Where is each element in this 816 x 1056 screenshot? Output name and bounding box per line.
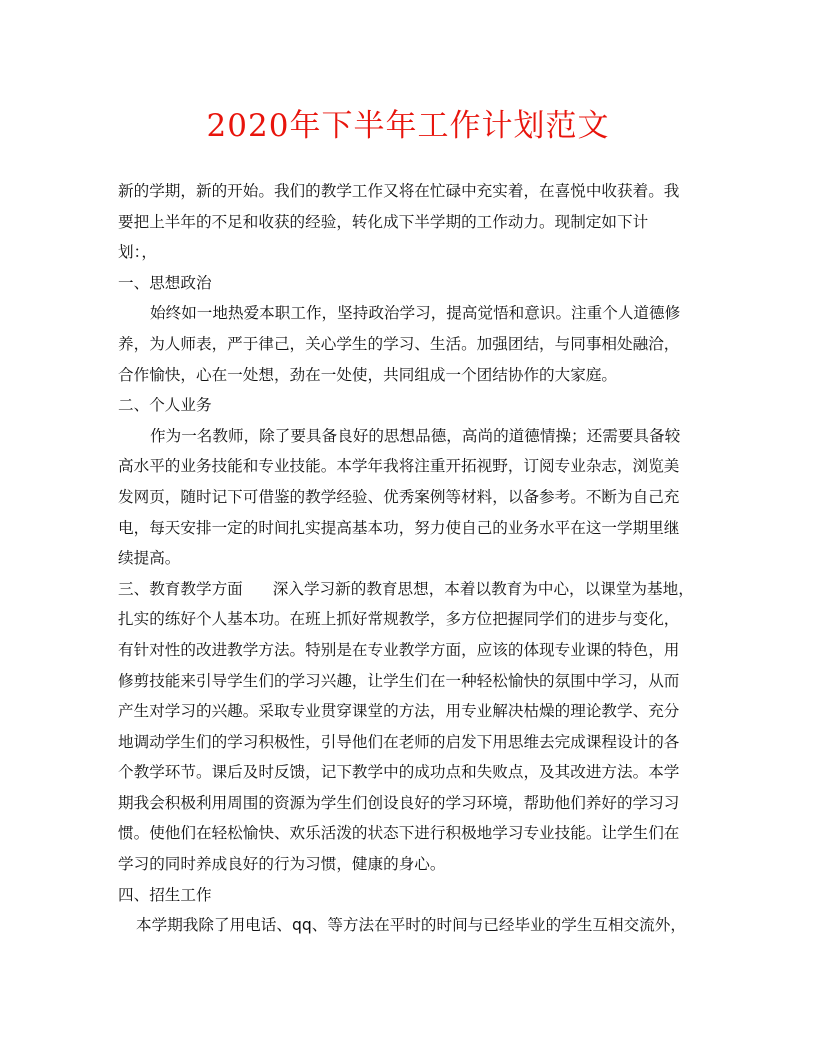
paragraph-line: 修剪技能来引导学生们的学习兴趣，让学生们在一种轻松愉快的氛围中学习，从而 <box>118 671 680 690</box>
paragraph-line: 有针对性的改进教学方法。特别是在专业教学方面，应该的体现专业课的特色，用 <box>118 640 680 659</box>
paragraph-line: 作为一名教师，除了要具备良好的思想品德，高尚的道德情操；还需要具备较 <box>150 426 681 445</box>
section-heading: 二、个人业务 <box>118 396 212 415</box>
paragraph-line: 始终如一地热爱本职工作，坚持政治学习，提高觉悟和意识。注重个人道德修 <box>150 304 681 323</box>
paragraph-line: 本学期我除了用电话、qq、等方法在平时的时间与已经毕业的学生互相交流外， <box>136 916 686 935</box>
paragraph-line: 个教学环节。课后及时反馈，记下教学中的成功点和失败点，及其改进方法。本学 <box>118 763 680 782</box>
section-heading: 三、教育教学方面 <box>118 579 243 598</box>
paragraph-line: 扎实的练好个人基本功。在班上抓好常规教学，多方位把握同学们的进步与变化， <box>118 610 680 629</box>
paragraph-line: 高水平的业务技能和专业技能。本学年我将注重开拓视野，订阅专业杂志，浏览美 <box>118 457 680 476</box>
paragraph-line: 学习的同时养成良好的行为习惯，健康的身心。 <box>118 855 446 874</box>
document-body <box>118 176 698 941</box>
intro-line: 新的学期，新的开始。我们的教学工作又将在忙碌中充实着，在喜悦中收获着。我 <box>118 182 680 200</box>
paragraph-line: 电，每天安排一定的时间扎实提高基本功，努力使自己的业务水平在这一学期里继 <box>118 518 680 537</box>
paragraph-line: 地调动学生们的学习积极性，引导他们在老师的启发下用思维去完成课程设计的各 <box>118 732 680 751</box>
paragraph-line: 续提高。 <box>118 549 181 568</box>
paragraph-line: 产生对学习的兴趣。采取专业贯穿课堂的方法，用专业解决枯燥的理论教学、充分 <box>118 702 680 721</box>
section-heading-with-text <box>118 574 698 605</box>
document-title: 2020年下半年工作计划范文 <box>206 108 610 144</box>
paragraph-line: 惯。使他们在轻松愉快、欢乐活泼的状态下进行积极地学习专业技能。让学生们在 <box>118 824 680 843</box>
paragraph-line: 发网页，随时记下可借鉴的教学经验、优秀案例等材料，以备参考。不断为自己充 <box>118 487 680 506</box>
paragraph-line: 期我会积极利用周围的资源为学生们创设良好的学习环境，帮助他们养好的学习习 <box>118 793 680 812</box>
section-heading: 一、思想政治 <box>118 273 212 292</box>
paragraph-text: 深入学习新的教育思想，本着以教育为中心，以课堂为基地， <box>272 579 694 598</box>
intro-line: 划：， <box>118 243 157 262</box>
paragraph-line: 合作愉快，心在一处想，劲在一处使，共同组成一个团结协作的大家庭。 <box>118 365 618 384</box>
paragraph-line: 养，为人师表，严于律己，关心学生的学习、生活。加强团结，与同事相处融洽， <box>118 334 680 353</box>
section-heading: 四、招生工作 <box>118 885 212 904</box>
intro-line: 要把上半年的不足和收获的经验，转化成下半学期的工作动力。现制定如下计 <box>118 212 649 231</box>
